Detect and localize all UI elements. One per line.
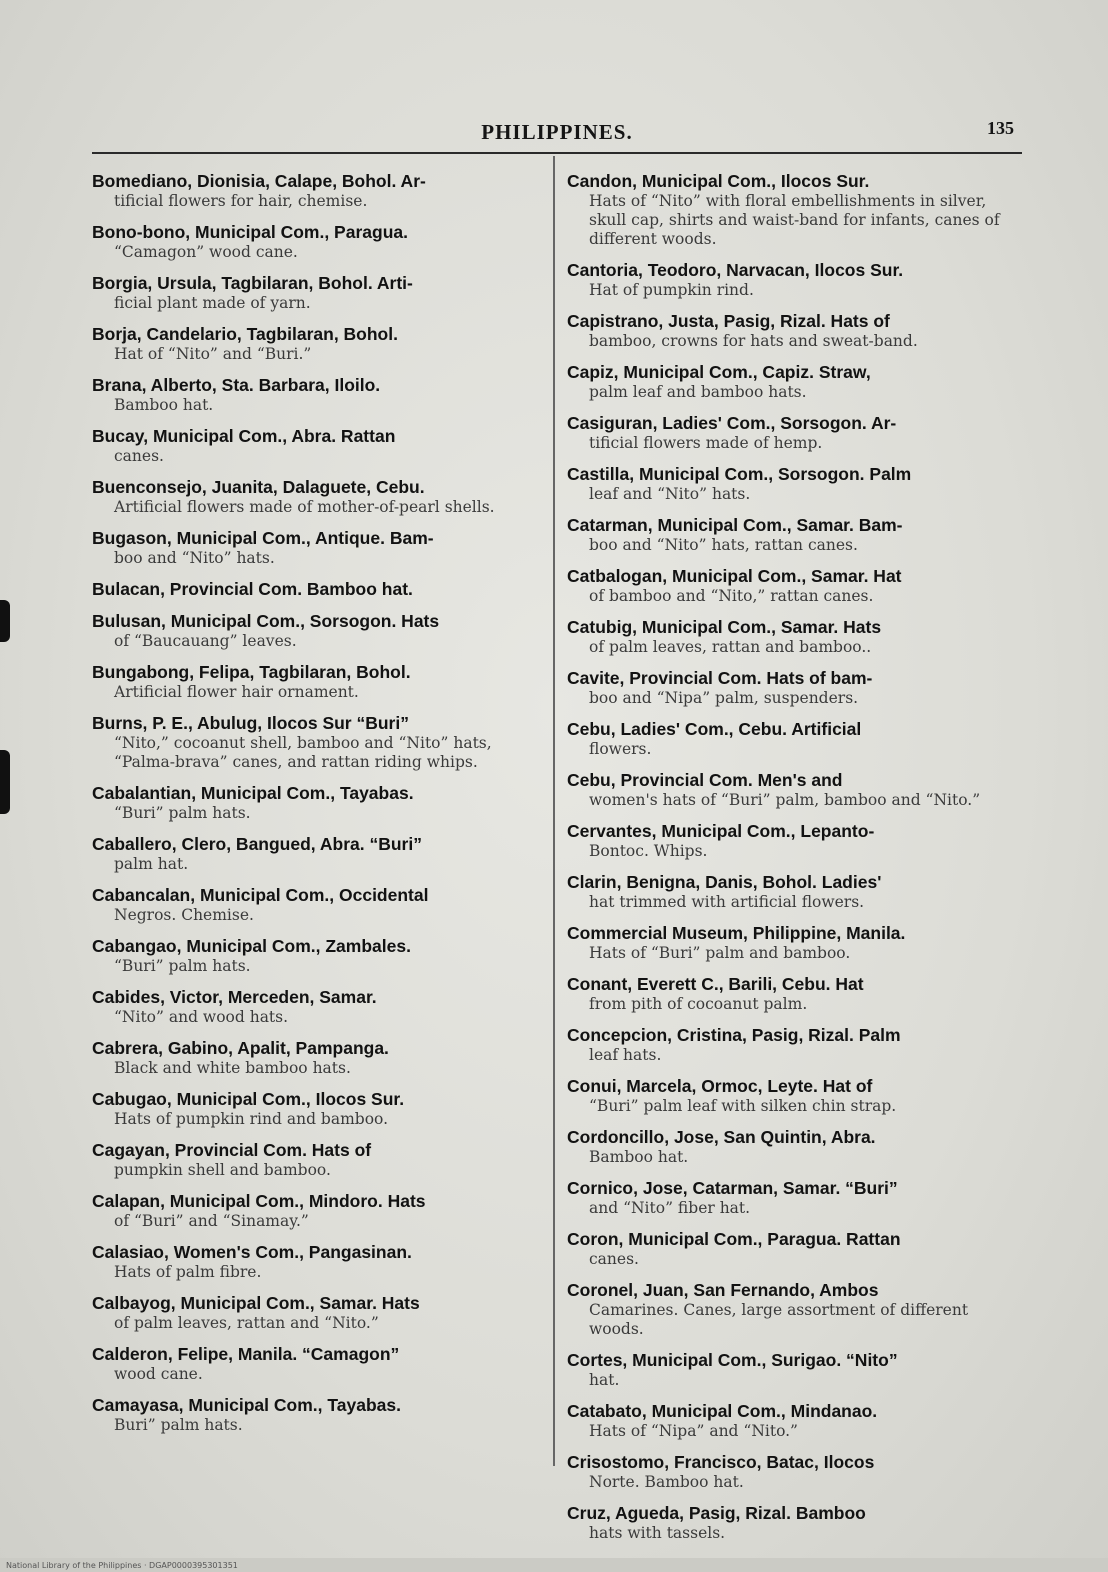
entry xyxy=(567,514,1017,555)
entry-heading: Cabrera, Gabino, Apalit, Pampanga. xyxy=(92,1038,389,1058)
entry xyxy=(567,170,1017,249)
page-header xyxy=(92,118,1022,154)
entry-description: Bontoc. Whips. xyxy=(589,842,708,860)
entry xyxy=(567,718,1017,759)
entry xyxy=(567,565,1017,606)
right-column xyxy=(567,170,1017,1553)
entry-description: of “Buri” and “Sinamay.” xyxy=(114,1212,309,1230)
entry-description: boo and “Nito” hats. xyxy=(114,549,275,567)
entry-description: of bamboo and “Nito,” rattan canes. xyxy=(589,587,874,605)
column-divider xyxy=(553,156,555,1466)
entry-heading: Cabancalan, Municipal Com., Occidental xyxy=(92,885,429,905)
entry-heading: Bungabong, Felipa, Tagbilaran, Bohol. xyxy=(92,662,411,682)
binding-marks xyxy=(0,600,14,860)
entry-heading: Concepcion, Cristina, Pasig, Rizal. Palm xyxy=(567,1025,901,1045)
entry-heading: Brana, Alberto, Sta. Barbara, Iloilo. xyxy=(92,375,381,395)
entry-description: boo and “Nito” hats, rattan canes. xyxy=(589,536,858,554)
entry xyxy=(567,361,1017,402)
entry-heading: Bono-bono, Municipal Com., Paragua. xyxy=(92,222,408,242)
entry-description: Negros. Chemise. xyxy=(114,906,254,924)
entry xyxy=(567,871,1017,912)
entry xyxy=(92,782,547,823)
entry xyxy=(92,170,547,211)
entry-description: “Nito” and wood hats. xyxy=(114,1008,289,1026)
entry-heading: Bucay, Municipal Com., Abra. Rattan xyxy=(92,426,396,446)
entry xyxy=(92,578,547,600)
entry-heading: Cruz, Agueda, Pasig, Rizal. Bamboo xyxy=(567,1503,866,1523)
entry-heading: Cabangao, Municipal Com., Zambales. xyxy=(92,936,411,956)
entry xyxy=(567,973,1017,1014)
entry-description: tificial flowers made of hemp. xyxy=(589,434,823,452)
entry-heading: Candon, Municipal Com., Ilocos Sur. xyxy=(567,171,870,191)
entry xyxy=(567,1126,1017,1167)
entry xyxy=(567,667,1017,708)
entry xyxy=(92,1343,547,1384)
entry-description: Hat of “Nito” and “Buri.” xyxy=(114,345,312,363)
entry-heading: Calderon, Felipe, Manila. “Camagon” xyxy=(92,1344,400,1364)
entry xyxy=(567,1502,1017,1543)
entry-heading: Cantoria, Teodoro, Narvacan, Ilocos Sur. xyxy=(567,260,904,280)
entry-heading: Burns, P. E., Abulug, Ilocos Sur “Buri” xyxy=(92,713,409,733)
entry xyxy=(567,769,1017,810)
entry-description: canes. xyxy=(589,1250,639,1268)
entry xyxy=(92,935,547,976)
entry xyxy=(92,833,547,874)
binding-mark xyxy=(0,750,10,814)
entry-description: tificial flowers for hair, chemise. xyxy=(114,192,368,210)
entry-heading: Cortes, Municipal Com., Surigao. “Nito” xyxy=(567,1350,898,1370)
entry-description: hat. xyxy=(589,1371,620,1389)
entry xyxy=(92,661,547,702)
entry xyxy=(567,1349,1017,1390)
entry-heading: Catarman, Municipal Com., Samar. Bam- xyxy=(567,515,903,535)
entry xyxy=(92,374,547,415)
entry-description: Camarines. Canes, large assortment of different woods. xyxy=(589,1301,969,1338)
entry xyxy=(92,884,547,925)
entry-description: Black and white bamboo hats. xyxy=(114,1059,351,1077)
entry-heading: Coronel, Juan, San Fernando, Ambos xyxy=(567,1280,879,1300)
entry xyxy=(92,1037,547,1078)
entry-description: of palm leaves, rattan and “Nito.” xyxy=(114,1314,379,1332)
entry xyxy=(92,1241,547,1282)
entry-heading: Cervantes, Municipal Com., Lepanto- xyxy=(567,821,875,841)
entry-description: Artificial flowers made of mother-of-pearl shells. xyxy=(114,498,495,516)
entry xyxy=(567,616,1017,657)
entry-description: “Nito,” cocoanut shell, bamboo and “Nito” hats, “Palma-brava” canes, and rattan riding whips. xyxy=(114,734,492,771)
entry-description: “Buri” palm hats. xyxy=(114,957,251,975)
entry-description: Hats of palm fibre. xyxy=(114,1263,262,1281)
entry xyxy=(92,986,547,1027)
entry-heading: Borja, Candelario, Tagbilaran, Bohol. xyxy=(92,324,398,344)
entry-heading: Cabugao, Municipal Com., Ilocos Sur. xyxy=(92,1089,405,1109)
entry-description: palm hat. xyxy=(114,855,189,873)
entry-heading: Calbayog, Municipal Com., Samar. Hats xyxy=(92,1293,420,1313)
entry-description: from pith of cocoanut palm. xyxy=(589,995,808,1013)
entry-description: women's hats of “Buri” palm, bamboo and “Nito.” xyxy=(589,791,981,809)
entry-heading: Catabato, Municipal Com., Mindanao. xyxy=(567,1401,878,1421)
entry-heading: Bulusan, Municipal Com., Sorsogon. Hats xyxy=(92,611,440,631)
entry-heading: Capistrano, Justa, Pasig, Rizal. Hats of xyxy=(567,311,890,331)
entry xyxy=(92,425,547,466)
entry-heading: Bomediano, Dionisia, Calape, Bohol. Ar- xyxy=(92,171,426,191)
entry xyxy=(92,1088,547,1129)
entry-description: and “Nito” fiber hat. xyxy=(589,1199,751,1217)
entry xyxy=(567,1400,1017,1441)
left-column xyxy=(92,170,547,1445)
entry-heading: Calasiao, Women's Com., Pangasinan. xyxy=(92,1242,412,1262)
entry xyxy=(92,1139,547,1180)
entry xyxy=(92,527,547,568)
entry xyxy=(567,463,1017,504)
entry xyxy=(567,1228,1017,1269)
entry-heading: Cabalantian, Municipal Com., Tayabas. xyxy=(92,783,414,803)
entry-heading: Capiz, Municipal Com., Capiz. Straw, xyxy=(567,362,871,382)
entry xyxy=(567,412,1017,453)
entry-heading: Crisostomo, Francisco, Batac, Ilocos xyxy=(567,1452,875,1472)
entry-description: wood cane. xyxy=(114,1365,203,1383)
entry-heading: Cornico, Jose, Catarman, Samar. “Buri” xyxy=(567,1178,898,1198)
entry xyxy=(567,310,1017,351)
entry-heading: Calapan, Municipal Com., Mindoro. Hats xyxy=(92,1191,426,1211)
entry-heading: Caballero, Clero, Bangued, Abra. “Buri” xyxy=(92,834,422,854)
entry-description: canes. xyxy=(114,447,164,465)
entry-heading: Coron, Municipal Com., Paragua. Rattan xyxy=(567,1229,901,1249)
entry xyxy=(92,272,547,313)
entry-heading: Cordoncillo, Jose, San Quintin, Abra. xyxy=(567,1127,876,1147)
entry-description: hat trimmed with artificial flowers. xyxy=(589,893,865,911)
entry-description: “Buri” palm hats. xyxy=(114,804,251,822)
binding-mark xyxy=(0,600,10,642)
scan-footer xyxy=(0,1558,1108,1572)
entry-heading: Conui, Marcela, Ormoc, Leyte. Hat of xyxy=(567,1076,873,1096)
entry-description: boo and “Nipa” palm, suspenders. xyxy=(589,689,859,707)
entry-heading: Commercial Museum, Philippine, Manila. xyxy=(567,923,906,943)
entry-description: Hats of “Nito” with floral embellishments in silver, skull cap, shirts and waist-band for infants, canes of different woods. xyxy=(589,192,1000,248)
entry-description: Hats of pumpkin rind and bamboo. xyxy=(114,1110,389,1128)
entry-description: Artificial flower hair ornament. xyxy=(114,683,359,701)
entry xyxy=(92,221,547,262)
entry-heading: Cagayan, Provincial Com. Hats of xyxy=(92,1140,372,1160)
entry xyxy=(92,610,547,651)
entry-heading: Bugason, Municipal Com., Antique. Bam- xyxy=(92,528,434,548)
entry xyxy=(92,476,547,517)
entry-description: Norte. Bamboo hat. xyxy=(589,1473,744,1491)
entry-heading: Casiguran, Ladies' Com., Sorsogon. Ar- xyxy=(567,413,897,433)
running-title: PHILIPPINES. xyxy=(481,120,633,144)
entry-description: Hats of “Buri” palm and bamboo. xyxy=(589,944,851,962)
entry-heading: Clarin, Benigna, Danis, Bohol. Ladies' xyxy=(567,872,882,892)
entry-heading: Cabides, Victor, Merceden, Samar. xyxy=(92,987,377,1007)
entry xyxy=(567,1024,1017,1065)
entry xyxy=(92,712,547,772)
entry-description: leaf and “Nito” hats. xyxy=(589,485,751,503)
entry-heading: Catubig, Municipal Com., Samar. Hats xyxy=(567,617,882,637)
entry-heading: Bulacan, Provincial Com. Bamboo hat. xyxy=(92,579,413,599)
entry-heading: Borgia, Ursula, Tagbilaran, Bohol. Arti- xyxy=(92,273,413,293)
entry-description: flowers. xyxy=(589,740,652,758)
entry-heading: Camayasa, Municipal Com., Tayabas. xyxy=(92,1395,401,1415)
entry-description: Hat of pumpkin rind. xyxy=(589,281,754,299)
entry xyxy=(92,323,547,364)
entry-heading: Catbalogan, Municipal Com., Samar. Hat xyxy=(567,566,902,586)
entry-description: “Camagon” wood cane. xyxy=(114,243,298,261)
entry xyxy=(567,1177,1017,1218)
entry-heading: Cebu, Provincial Com. Men's and xyxy=(567,770,843,790)
entry-description: bamboo, crowns for hats and sweat-band. xyxy=(589,332,918,350)
entry xyxy=(92,1190,547,1231)
entry-heading: Conant, Everett C., Barili, Cebu. Hat xyxy=(567,974,864,994)
page-number: 135 xyxy=(987,118,1014,138)
entry xyxy=(92,1394,547,1435)
entry-heading: Cavite, Provincial Com. Hats of bam- xyxy=(567,668,873,688)
entry xyxy=(567,922,1017,963)
entry-heading: Castilla, Municipal Com., Sorsogon. Palm xyxy=(567,464,912,484)
entry-description: “Buri” palm leaf with silken chin strap. xyxy=(589,1097,897,1115)
entry-heading: Cebu, Ladies' Com., Cebu. Artificial xyxy=(567,719,862,739)
entry-description: pumpkin shell and bamboo. xyxy=(114,1161,331,1179)
entry-description: of palm leaves, rattan and bamboo.. xyxy=(589,638,872,656)
entry xyxy=(567,820,1017,861)
entry-description: leaf hats. xyxy=(589,1046,662,1064)
entry-description: palm leaf and bamboo hats. xyxy=(589,383,807,401)
scan-credit: National Library of the Philippines · DGAP0000395301351 xyxy=(6,1561,238,1570)
entry xyxy=(567,259,1017,300)
entry-description: hats with tassels. xyxy=(589,1524,726,1542)
entry xyxy=(567,1075,1017,1116)
entry-description: Bamboo hat. xyxy=(114,396,214,414)
entry-description: of “Baucauang” leaves. xyxy=(114,632,297,650)
entry xyxy=(92,1292,547,1333)
entry-description: Bamboo hat. xyxy=(589,1148,689,1166)
entry-description: Buri” palm hats. xyxy=(114,1416,243,1434)
entry xyxy=(567,1451,1017,1492)
entry-description: ficial plant made of yarn. xyxy=(114,294,311,312)
entry-description: Hats of “Nipa” and “Nito.” xyxy=(589,1422,798,1440)
entry-heading: Buenconsejo, Juanita, Dalaguete, Cebu. xyxy=(92,477,425,497)
entry xyxy=(567,1279,1017,1339)
